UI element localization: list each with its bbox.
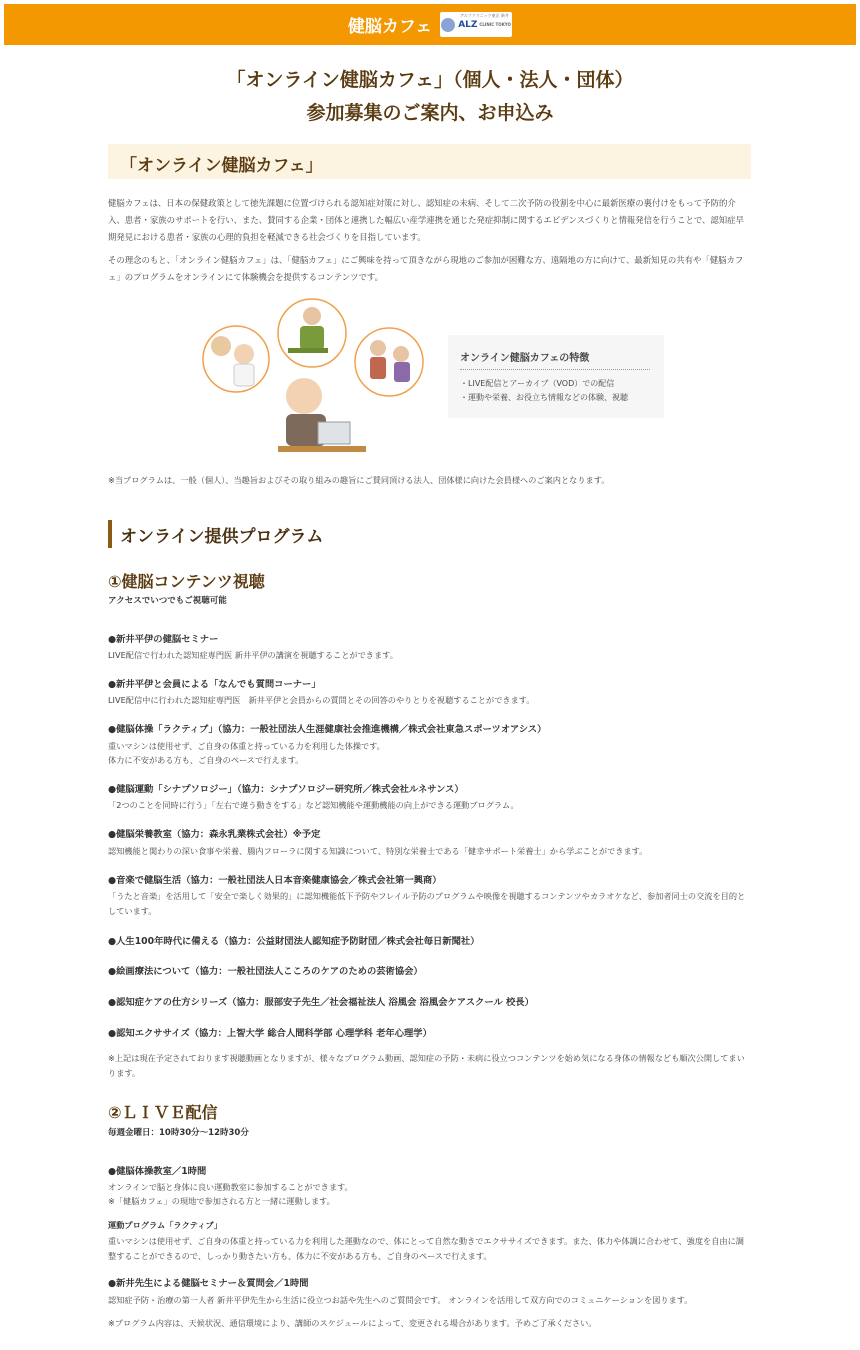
- illus-exercise-leg: [288, 348, 328, 353]
- vod-item-6-desc: 「うたと音楽」を活用して「安全で楽しく効果的」に認知機能低下予防やフレイル予防のプログラムや映像を視聴するコンテンツやカラオケなど、参加者同士の交流を目的としています。: [108, 891, 746, 916]
- live-item-1-title: ●健脳体操教室／1時間: [108, 1166, 207, 1177]
- feature-item-2: ・運動や栄養、お役立ち情報などの体験、視聴: [460, 393, 628, 402]
- features-title: オンライン健脳カフェの特徴: [460, 353, 590, 364]
- intro-band: [108, 144, 751, 179]
- live-item-2-title: ●新井先生による健脳セミナー＆質問会／1時間: [108, 1278, 309, 1289]
- illus-singer1-body: [370, 357, 386, 379]
- vod-item-10-title: ●認知エクササイズ（協力：上智大学 総合人間科学部 心理学科 老年心理学）: [108, 1028, 432, 1039]
- intro-paragraph-1: 健脳カフェは、日本の保健政策として徳先課題に位置づけられる認知症対策に対し、認知症の未病、そして二次予防の役割を中心に最新医療の裏付けをもって予防的介入、患者・家族のサポートを行い、また、賛同する企業・団体と連携した幅広い産学連携を通じた発症抑制に関するエビデンスづくりと情報発信を行うことで、認知症早期発見における患者・家族の心理的負担を軽減できる社会づくりを目指しています。: [108, 198, 744, 242]
- logo-top-text: アルツクリニック東京 新井: [460, 13, 509, 18]
- vod-note: アクセスでいつでもご視聴可能: [108, 596, 227, 606]
- header-bar: [4, 4, 856, 45]
- vod-item-8-title: ●絵画療法について（協力：一般社団法人こころのケアのための芸術協会）: [108, 966, 423, 977]
- vod-item-2-title: ●新井平伊と会員による「なんでも質問コーナー」: [108, 679, 321, 690]
- vod-item-2-desc: LIVE配信中に行われた認知症専門医 新井平伊と会員からの質問とその回答のやりとりを視聴することができます。: [108, 695, 535, 705]
- logo-sub-text: CLINIC TOKYO: [479, 22, 511, 27]
- membership-notice: ※当プログラムは、一般（個人）、当趣旨およびその取り組みの趣旨にご賛同頂ける法人、団体様に向けた会員様へのご案内となります。: [108, 475, 610, 485]
- vod-item-5-desc: 認知機能と関わりの深い食事や栄養、腸内フローラに関する知識について、特別な栄養士である「健幸サポート栄養士」から学ぶことができます。: [108, 846, 648, 856]
- illus-circle-music: [355, 328, 423, 396]
- vod-footnote: ※上記は現在予定されております視聴動画となりますが、様々なプログラム動画、認知症の予防・未病に役立つコンテンツを始め気になる身体の情報なども順次公開してまいります。: [108, 1053, 745, 1078]
- vod-item-1-desc: LIVE配信で行われた認知症専門医 新井平伊の講演を視聴することができます。: [108, 650, 398, 660]
- illus-singer2-body: [394, 362, 410, 382]
- feature-item-1: ・LIVE配信とアーカイブ（VOD）での配信: [460, 379, 615, 388]
- illustration-elderly-online: [196, 296, 444, 458]
- intro-band-title: 「オンライン健脳カフェ」: [120, 156, 323, 176]
- illus-exercise-face: [303, 307, 321, 325]
- live-sub-desc: 重いマシンは使用せず、ご自身の体重と持っている力を利用した運動なので、体にとって自然な動きでエクササイズできます。また、体力や体調に合わせて、強度を自由に調整することができるので、しっかり動きたい方も、体力に不安がある方も、ご自身のペースで行えます。: [108, 1236, 744, 1261]
- page-title-line2: 参加募集のご案内、お申込み: [306, 102, 554, 124]
- features-divider: [460, 369, 650, 370]
- live-title: ②ＬＩＶＥ配信: [108, 1103, 218, 1122]
- intro-paragraph-2: その理念のもと、「オンライン健脳カフェ」は、「健脳カフェ」にご興味を持って頂きながら現地のご参加が困難な方、遠隔地の方に向けて、最新知見の共有や「健脳カフェ」のプログラムをオンラインにて体験機会を提供するコンテンツです。: [108, 255, 744, 282]
- header-title: 健脳カフェ: [347, 17, 433, 37]
- live-sub-title: 運動プログラム「ラクティブ」: [108, 1220, 222, 1230]
- clinic-logo[interactable]: [440, 12, 512, 37]
- illus-plate: [211, 336, 231, 356]
- illus-singer2-face: [393, 346, 409, 362]
- live-item-1-desc-2: ※「健脳カフェ」の現地で参加される方と一緒に運動します。: [108, 1196, 335, 1206]
- vod-item-3-desc-2: 体力に不安がある方も、ご自身のペースで行えます。: [108, 755, 304, 765]
- vod-item-4-desc: 「2つのことを同時に行う」「左右で違う動きをする」など認知機能や運動機能の向上ができる運動プログラム。: [108, 800, 519, 810]
- vod-item-9-title: ●認知症ケアの仕方シリーズ（協力：服部安子先生／社会福祉法人 浴風会 浴風会ケアスクール 校長）: [108, 997, 534, 1008]
- vod-item-6-title: ●音楽で健脳生活（協力：一般社団法人日本音楽健康協会／株式会社第一興商）: [108, 875, 442, 886]
- section-accent-bar: [108, 520, 112, 548]
- vod-item-1-title: ●新井平伊の健脳セミナー: [108, 634, 219, 645]
- live-footnote: ※プログラム内容は、天候状況、通信環境により、講師のスケジュールによって、変更される場合があります。予めご了承ください。: [108, 1318, 597, 1328]
- vod-title: ①健脳コンテンツ視聴: [108, 572, 265, 591]
- live-item-1-desc-1: オンラインで脳と身体に良い運動教室に参加することができます。: [108, 1182, 353, 1192]
- illus-chef-face: [234, 344, 254, 364]
- illus-desk: [278, 446, 366, 452]
- illus-singer1-face: [370, 340, 386, 356]
- illus-chef-body: [234, 364, 254, 386]
- logo-mark-icon: [441, 18, 455, 32]
- page-title-line1: 「オンライン健脳カフェ」（個人・法人・団体）: [226, 69, 634, 91]
- vod-item-5-title: ●健脳栄養教室（協力：森永乳業株式会社）※予定: [108, 829, 321, 840]
- logo-text: ALZ: [458, 19, 478, 30]
- illus-laptop: [318, 422, 350, 444]
- features-box: [448, 335, 664, 418]
- vod-item-4-title: ●健脳運動「シナプソロジー」（協力：シナプソロジー研究所／株式会社ルネサンス）: [108, 784, 464, 795]
- programs-section-title: オンライン提供プログラム: [120, 527, 324, 547]
- illus-exercise-body: [300, 326, 324, 350]
- illus-elder-face: [286, 378, 322, 414]
- live-item-2-desc: 認知症予防・治療の第一人者 新井平伊先生から生活に役立つお話や先生へのご質問会です。 オンラインを活用して双方向でのコミュニケーションを図ります。: [108, 1295, 693, 1305]
- vod-item-3-desc-1: 重いマシンは使用せず、ご自身の体重と持っている力を利用した体操です。: [108, 741, 385, 751]
- vod-item-3-title: ●健脳体操「ラクティブ」（協力：一般社団法人生涯健康社会推進機構／株式会社東急スポーツオアシス）: [108, 724, 547, 735]
- vod-item-7-title: ●人生100年時代に備える（協力：公益財団法人認知症予防財団／株式会社毎日新聞社）: [108, 936, 480, 947]
- live-schedule: 毎週金曜日：10時30分〜12時30分: [108, 1128, 249, 1138]
